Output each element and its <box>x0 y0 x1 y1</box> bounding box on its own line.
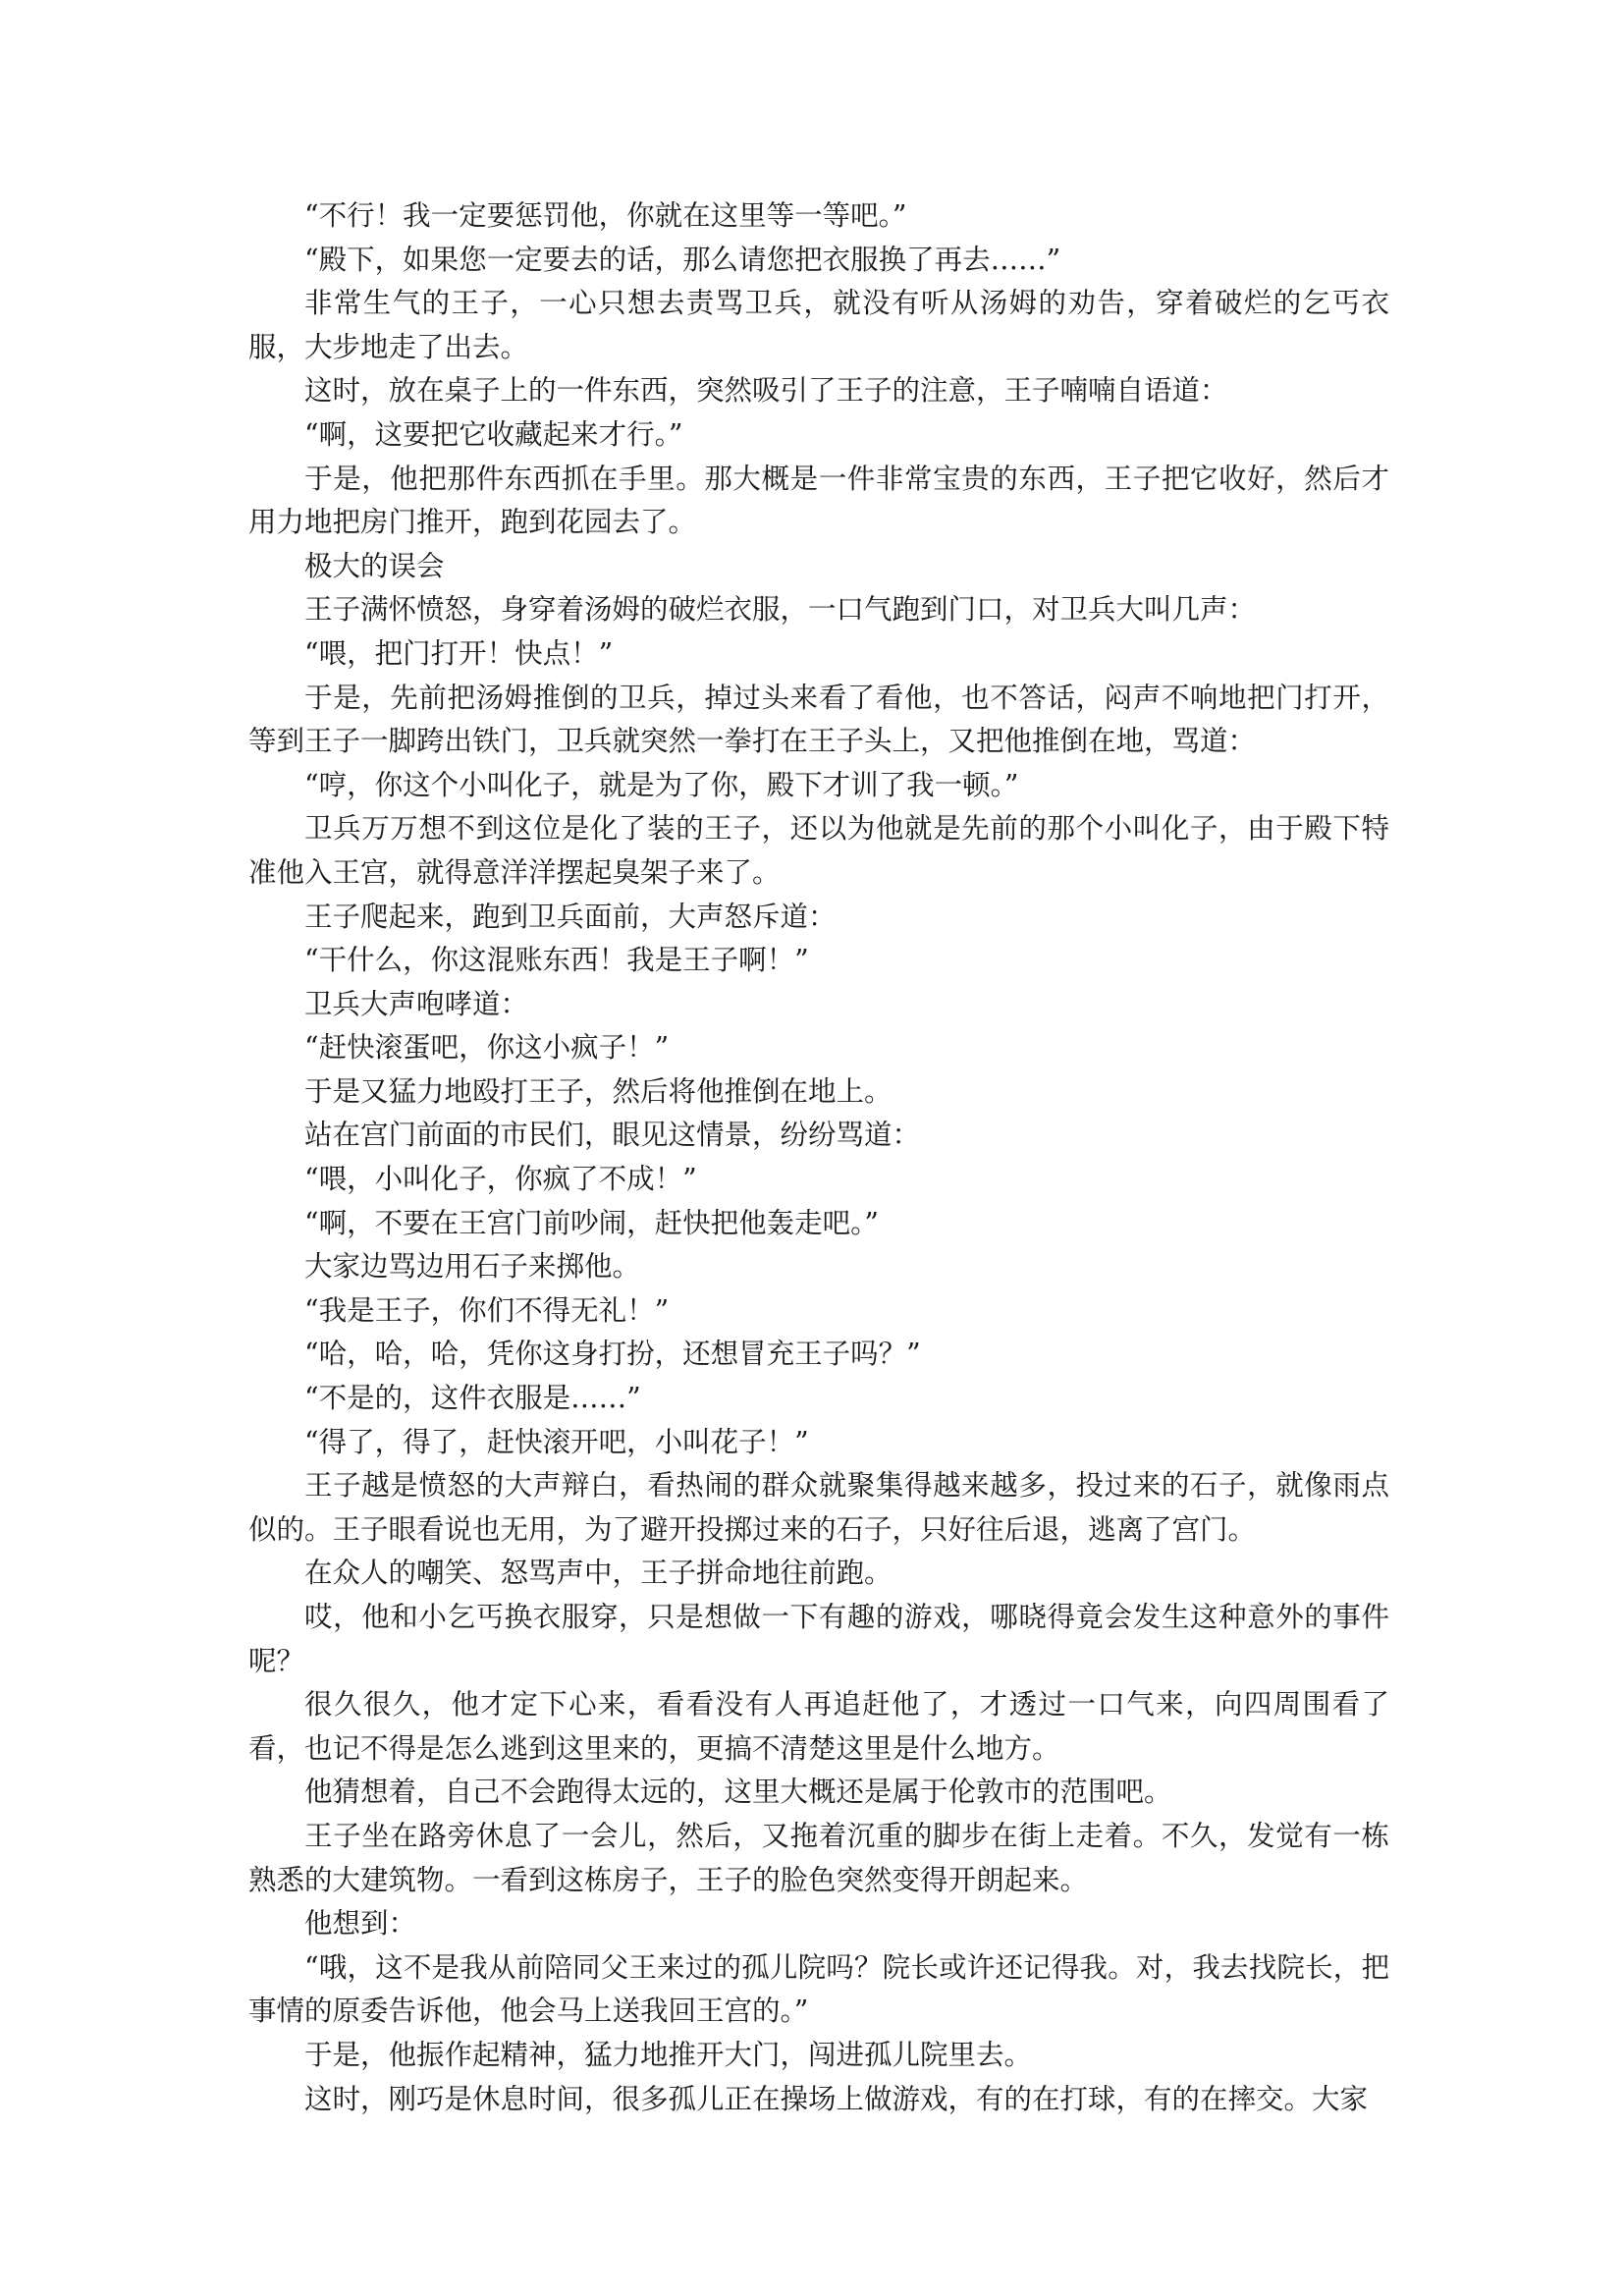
paragraph: “干什么，你这混账东西！我是王子啊！” <box>304 944 809 977</box>
paragraph: 于是，他把那件东西抓在手里。那大概是一件非常宝贵的东西，王子把它收好，然后才用力地把房门推开，跑到花园去了。 <box>248 462 1389 539</box>
paragraph: “我是王子，你们不得无礼！” <box>304 1293 670 1327</box>
paragraph: “殿下，如果您一定要去的话，那么请您把衣服换了再去……” <box>304 243 1061 276</box>
paragraph: 站在宫门前面的市民们，眼见这情景，纷纷骂道： <box>304 1119 921 1152</box>
paragraph: 在众人的嘲笑、怒骂声中，王子拼命地往前跑。 <box>304 1557 893 1590</box>
paragraph: 他想到： <box>304 1907 417 1941</box>
paragraph: “喂，把门打开！快点！” <box>304 636 614 670</box>
paragraph: “赶快滚蛋吧，你这小疯子！” <box>304 1031 670 1065</box>
paragraph: 于是，先前把汤姆推倒的卫兵，掉过头来看了看他，也不答话，闷声不响地把门打开，等到王子一脚跨出铁门，卫兵就突然一拳打在王子头上，又把他推倒在地，骂道： <box>248 681 1389 758</box>
paragraph: “啊，不要在王宫门前吵闹，赶快把他轰走吧。” <box>304 1206 879 1239</box>
paragraph: 王子越是愤怒的大声辩白，看热闹的群众就聚集得越来越多，投过来的石子，就像雨点似的。王子眼看说也无用，为了避开投掷过来的石子，只好往后退，逃离了宫门。 <box>248 1469 1389 1546</box>
paragraph: 王子坐在路旁休息了一会儿，然后，又拖着沉重的脚步在街上走着。不久，发觉有一栋熟悉的大建筑物。一看到这栋房子，王子的脸色突然变得开朗起来。 <box>248 1819 1389 1896</box>
paragraph: “不行！我一定要惩罚他，你就在这里等一等吧。” <box>304 199 907 232</box>
paragraph: 王子爬起来，跑到卫兵面前，大声怒斥道： <box>304 900 837 933</box>
paragraph: “啊，这要把它收藏起来才行。” <box>304 417 683 451</box>
paragraph: 于是又猛力地殴打王子，然后将他推倒在地上。 <box>304 1074 893 1108</box>
paragraph: 很久很久，他才定下心来，看看没有人再追赶他了，才透过一口气来，向四周围看了看，也记不得是怎么逃到这里来的，更搞不清楚这里是什么地方。 <box>248 1688 1389 1765</box>
paragraph: 卫兵大声咆哮道： <box>304 987 529 1020</box>
paragraph: 哎，他和小乞丐换衣服穿，只是想做一下有趣的游戏，哪晓得竟会发生这种意外的事件呢？ <box>248 1601 1389 1677</box>
paragraph: “哦，这不是我从前陪同父王来过的孤儿院吗？院长或许还记得我。对，我去找院长，把事情的原委告诉他，他会马上送我回王宫的。” <box>248 1950 1389 2028</box>
paragraph: 卫兵万万想不到这位是化了装的王子，还以为他就是先前的那个小叫化子，由于殿下特准他入王宫，就得意洋洋摆起臭架子来了。 <box>248 812 1389 889</box>
paragraph: “哼，你这个小叫化子，就是为了你，殿下才训了我一顿。” <box>304 768 1019 801</box>
paragraph: “哈，哈，哈，凭你这身打扮，还想冒充王子吗？” <box>304 1338 921 1371</box>
paragraph: 王子满怀愤怒，身穿着汤姆的破烂衣服，一口气跑到门口，对卫兵大叫几声： <box>304 593 1257 627</box>
paragraph: 于是，他振作起精神，猛力地推开大门，闯进孤儿院里去。 <box>304 2038 1033 2071</box>
paragraph: 这时，放在桌子上的一件东西，突然吸引了王子的注意，王子喃喃自语道： <box>304 374 1228 408</box>
paragraph: “喂，小叫化子，你疯了不成！” <box>304 1163 697 1196</box>
paragraph: 大家边骂边用石子来掷他。 <box>304 1250 641 1284</box>
story-text <box>248 194 1389 2121</box>
paragraph: 他猜想着，自己不会跑得太远的，这里大概还是属于伦敦市的范围吧。 <box>304 1776 1172 1809</box>
section-heading: 极大的误会 <box>304 549 445 582</box>
paragraph: “得了，得了，赶快滚开吧，小叫花子！” <box>304 1425 809 1458</box>
paragraph: 这时，刚巧是休息时间，很多孤儿正在操场上做游戏，有的在打球，有的在摔交。大家 <box>304 2082 1369 2115</box>
paragraph: 非常生气的王子，一心只想去责骂卫兵，就没有听从汤姆的劝告，穿着破烂的乞丐衣服，大步地走了出去。 <box>248 287 1389 363</box>
paragraph: “不是的，这件衣服是……” <box>304 1382 641 1415</box>
